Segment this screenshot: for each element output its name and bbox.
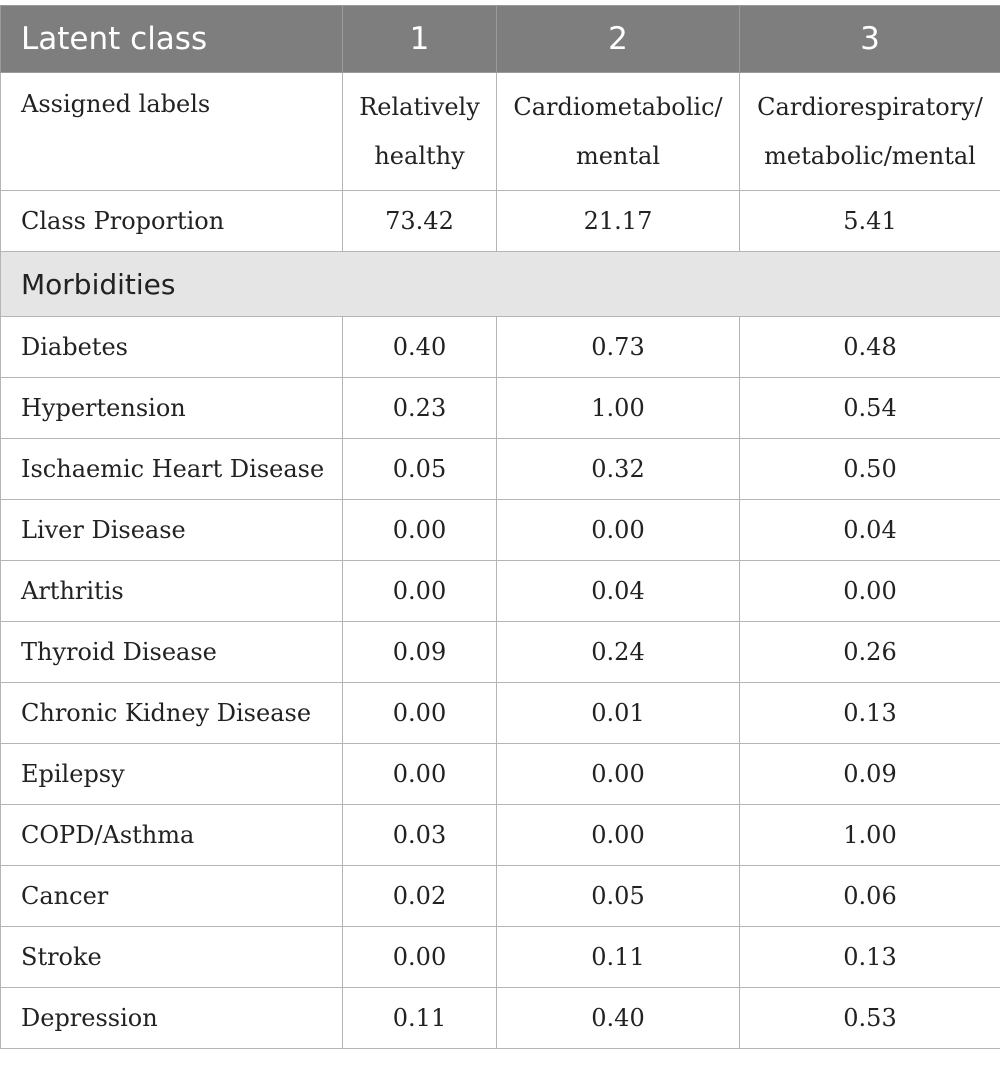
value-class-2: 1.00 xyxy=(497,378,740,439)
assigned-label-class-2-line1: Cardiometabolic/ xyxy=(513,92,723,121)
table-row xyxy=(1,988,1000,1049)
value-class-3: 1.00 xyxy=(740,805,1000,866)
value-class-2: 0.00 xyxy=(497,744,740,805)
value-class-1: 0.00 xyxy=(343,500,497,561)
value-class-1: 0.09 xyxy=(343,622,497,683)
value-class-3: 0.13 xyxy=(740,927,1000,988)
value-class-1: 0.40 xyxy=(343,317,497,378)
value-class-1: 0.00 xyxy=(343,744,497,805)
value-class-1: 0.00 xyxy=(343,683,497,744)
morbidity-label: Epilepsy xyxy=(1,744,343,805)
header-class-2: 2 xyxy=(497,6,740,73)
table-row xyxy=(1,317,1000,378)
value-class-1: 0.02 xyxy=(343,866,497,927)
value-class-3: 0.54 xyxy=(740,378,1000,439)
value-class-2: 0.00 xyxy=(497,805,740,866)
table-row xyxy=(1,744,1000,805)
value-class-2: 0.05 xyxy=(497,866,740,927)
table-row xyxy=(1,683,1000,744)
morbidity-label: Chronic Kidney Disease xyxy=(1,683,343,744)
table-row xyxy=(1,866,1000,927)
morbidity-label: Diabetes xyxy=(1,317,343,378)
assigned-labels-label: Assigned labels xyxy=(1,73,343,191)
class-proportion-class-2: 21.17 xyxy=(497,191,740,252)
morbidity-label: Cancer xyxy=(1,866,343,927)
value-class-3: 0.26 xyxy=(740,622,1000,683)
value-class-3: 0.09 xyxy=(740,744,1000,805)
class-proportion-row xyxy=(1,191,1000,252)
value-class-2: 0.40 xyxy=(497,988,740,1049)
class-proportion-label: Class Proportion xyxy=(1,191,343,252)
value-class-3: 0.53 xyxy=(740,988,1000,1049)
morbidity-label: Liver Disease xyxy=(1,500,343,561)
assigned-label-class-2-line2: mental xyxy=(575,141,661,170)
morbidity-label: Thyroid Disease xyxy=(1,622,343,683)
assigned-label-class-1-line2: healthy xyxy=(374,141,465,170)
morbidity-label: COPD/Asthma xyxy=(1,805,343,866)
value-class-3: 0.48 xyxy=(740,317,1000,378)
assigned-label-class-3 xyxy=(740,73,1000,191)
table-row xyxy=(1,622,1000,683)
value-class-1: 0.11 xyxy=(343,988,497,1049)
value-class-2: 0.11 xyxy=(497,927,740,988)
value-class-3: 0.00 xyxy=(740,561,1000,622)
value-class-3: 0.50 xyxy=(740,439,1000,500)
value-class-3: 0.06 xyxy=(740,866,1000,927)
table-row xyxy=(1,378,1000,439)
section-title: Morbidities xyxy=(1,252,1000,317)
assigned-label-class-1-line1: Relatively xyxy=(359,92,480,121)
table-row xyxy=(1,805,1000,866)
header-class-1: 1 xyxy=(343,6,497,73)
section-row-morbidities xyxy=(1,252,1000,317)
header-row xyxy=(1,6,1000,73)
value-class-1: 0.05 xyxy=(343,439,497,500)
morbidity-label: Hypertension xyxy=(1,378,343,439)
value-class-2: 0.01 xyxy=(497,683,740,744)
morbidity-label: Ischaemic Heart Disease xyxy=(1,439,343,500)
class-proportion-class-1: 73.42 xyxy=(343,191,497,252)
morbidity-label: Stroke xyxy=(1,927,343,988)
class-proportion-class-3: 5.41 xyxy=(740,191,1000,252)
value-class-1: 0.00 xyxy=(343,561,497,622)
header-class-3: 3 xyxy=(740,6,1000,73)
assigned-label-class-3-line2: metabolic/mental xyxy=(764,141,976,170)
assigned-labels-row xyxy=(1,73,1000,191)
value-class-3: 0.13 xyxy=(740,683,1000,744)
morbidity-label: Arthritis xyxy=(1,561,343,622)
latent-class-table xyxy=(0,5,1000,1049)
assigned-label-class-3-line1: Cardiorespiratory/ xyxy=(757,92,983,121)
table-row xyxy=(1,439,1000,500)
table-row xyxy=(1,561,1000,622)
value-class-2: 0.00 xyxy=(497,500,740,561)
value-class-2: 0.73 xyxy=(497,317,740,378)
value-class-1: 0.00 xyxy=(343,927,497,988)
value-class-1: 0.03 xyxy=(343,805,497,866)
value-class-2: 0.32 xyxy=(497,439,740,500)
table-row xyxy=(1,927,1000,988)
value-class-2: 0.04 xyxy=(497,561,740,622)
value-class-2: 0.24 xyxy=(497,622,740,683)
assigned-label-class-1 xyxy=(343,73,497,191)
table-row xyxy=(1,500,1000,561)
assigned-label-class-2 xyxy=(497,73,740,191)
header-latent-class: Latent class xyxy=(1,6,343,73)
value-class-1: 0.23 xyxy=(343,378,497,439)
value-class-3: 0.04 xyxy=(740,500,1000,561)
morbidity-label: Depression xyxy=(1,988,343,1049)
